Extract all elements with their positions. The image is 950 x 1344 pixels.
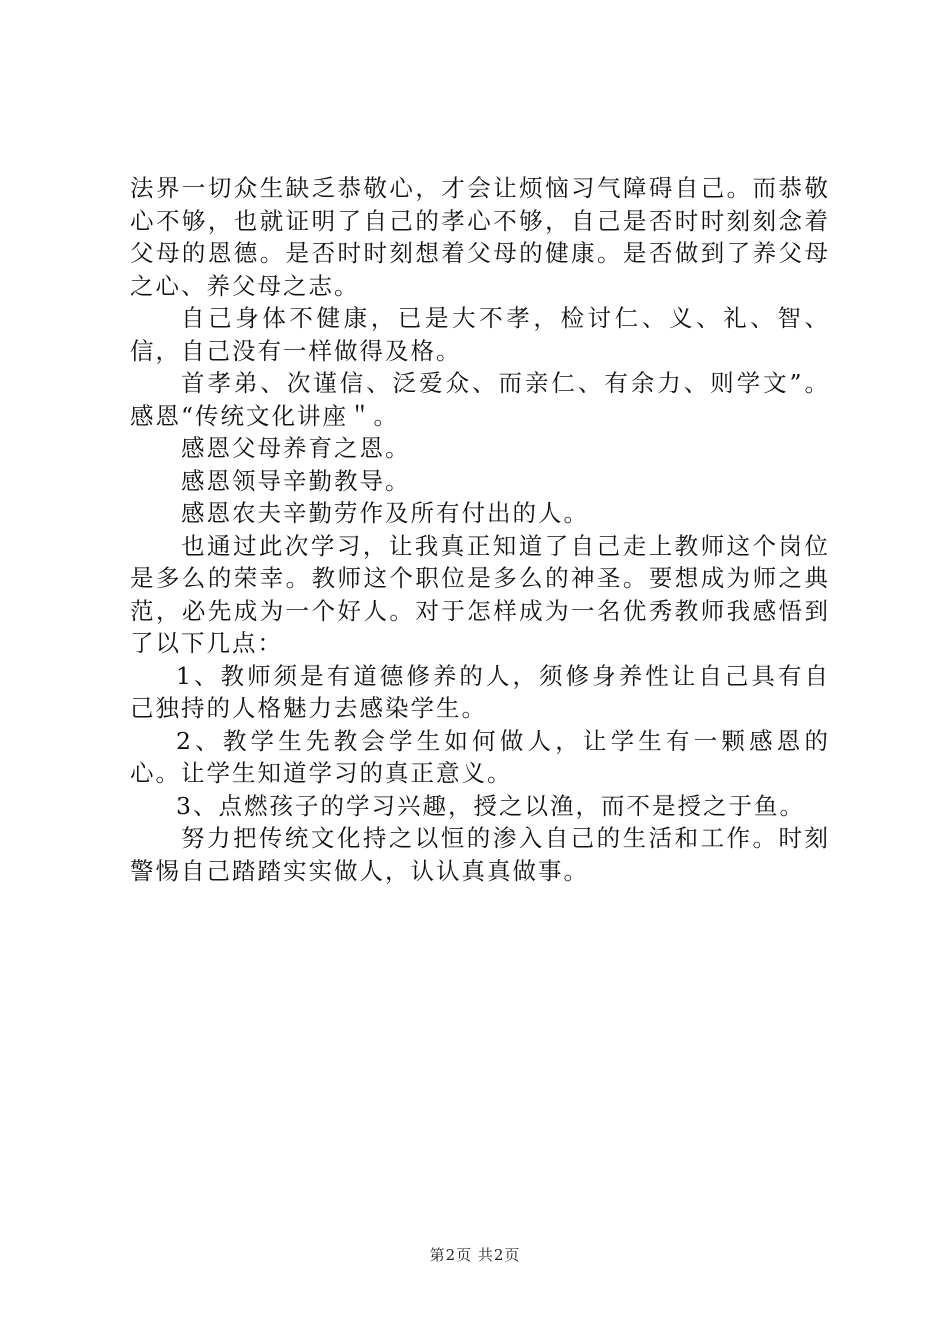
paragraph-6: 感恩农夫辛勤劳作及所有付出的人。 (181, 499, 589, 527)
paragraph-1: 法界一切众生缺乏恭敬心，才会让烦恼习气障碍自己。而恭敬心不够，也就证明了自己的孝心不够，自己是否时时刻刻念着父母的恩德。是否时时刻想着父母的健康。是否做到了养父母之心、养父母之志。 (130, 174, 830, 300)
paragraph-3: 首孝弟、次谨信、泛爱众、而亲仁、有余力、则学文”。感恩“传统文化讲座＂。 (130, 369, 830, 430)
paragraph-5: 感恩领导辛勤教导。 (181, 466, 411, 495)
paragraph-11: 努力把传统文化持之以恒的渗入自己的生活和工作。时刻警惕自己踏踏实实做人，认认真真做事。 (130, 824, 830, 885)
paragraph-9: 2、教学生先教会学生如何做人，让学生有一颗感恩的心。让学生知道学习的真正意义。 (130, 726, 830, 787)
paragraph-8: 1、教师须是有道德修养的人，须修身养性让自己具有自己独持的人格魅力去感染学生。 (130, 661, 830, 722)
paragraph-7: 也通过此次学习，让我真正知道了自己走上教师这个岗位是多么的荣幸。教师这个职位是多么的神圣。要想成为师之典范，必先成为一个好人。对于怎样成为一名优秀教师我感悟到了以下几点： (130, 531, 830, 657)
page-footer: 第2页 共2页 (429, 1246, 521, 1264)
paragraph-2: 自己身体不健康，已是大不孝，检讨仁、义、礼、智、信，自己没有一样做得及格。 (130, 304, 830, 365)
document-body (130, 172, 830, 887)
paragraph-10: 3、点燃孩子的学习兴趣，授之以渔，而不是授之于鱼。 (176, 791, 805, 820)
paragraph-4: 感恩父母养育之恩。 (181, 434, 411, 462)
